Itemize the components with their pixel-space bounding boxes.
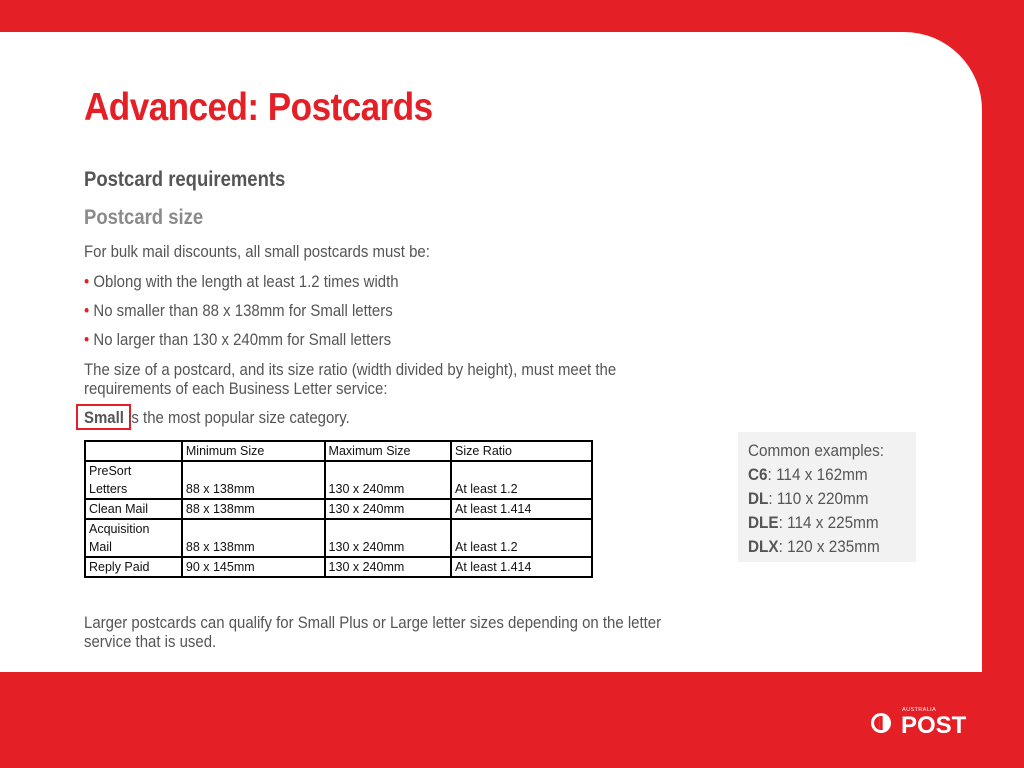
small-category-rest: is the most popular size category.: [123, 408, 350, 427]
size-ratio-cell: At least 1.2: [451, 461, 592, 499]
footer-note-line2: service that is used.: [84, 632, 217, 651]
small-category-text: [84, 408, 350, 427]
bullet-dot: •: [84, 330, 90, 349]
postcard-size-table: [84, 440, 593, 578]
common-examples-box: [738, 432, 916, 562]
australia-post-logo: [870, 704, 974, 738]
min-size-cell: 88 x 138mm: [182, 519, 325, 557]
size-ratio-cell: At least 1.414: [451, 499, 592, 519]
table-header-cell: Minimum Size: [182, 441, 325, 461]
service-name-cell: [85, 461, 182, 499]
service-name-line: Letters: [89, 482, 128, 496]
example-code: DL: [748, 489, 769, 508]
min-size-cell: 90 x 145mm: [182, 557, 325, 577]
australia-post-p-icon: [871, 713, 891, 733]
footer-note-line1: Larger postcards can qualify for Small Plus or Large letter sizes depending on the letter: [84, 613, 662, 632]
service-name-cell: [85, 519, 182, 557]
min-size-cell: 88 x 138mm: [182, 499, 325, 519]
example-item: [748, 537, 880, 557]
service-name-line: Mail: [89, 540, 112, 554]
size-paragraph-line1: The size of a postcard, and its size ratio (width divided by height), must meet the: [84, 360, 617, 379]
subsection-heading: Postcard size: [84, 206, 204, 229]
service-name-cell: Clean Mail: [85, 499, 182, 519]
intro-text: For bulk mail discounts, all small postcards must be:: [84, 242, 430, 261]
max-size-cell: 130 x 240mm: [325, 519, 451, 557]
bullet-item: [84, 301, 393, 320]
example-size: : 120 x 235mm: [778, 537, 880, 556]
example-code: DLE: [748, 513, 779, 532]
example-code: C6: [748, 465, 768, 484]
example-item: [748, 465, 868, 485]
table-header-row: [85, 441, 592, 461]
example-size: : 114 x 225mm: [778, 513, 879, 532]
bullet-text: No smaller than 88 x 138mm for Small letters: [93, 301, 393, 320]
table-header-cell: Maximum Size: [325, 441, 451, 461]
max-size-cell: 130 x 240mm: [325, 557, 451, 577]
small-keyword: Small: [84, 408, 124, 427]
slide-title: Advanced: Postcards: [84, 86, 433, 129]
bullet-dot: •: [84, 272, 90, 291]
service-name-line: PreSort: [89, 464, 132, 478]
table-row: [85, 519, 592, 557]
example-item: [748, 513, 879, 533]
example-size: : 114 x 162mm: [767, 465, 868, 484]
max-size-cell: 130 x 240mm: [325, 499, 451, 519]
table-header-cell: Size Ratio: [451, 441, 592, 461]
service-name-cell: Reply Paid: [85, 557, 182, 577]
logo-small-text: AUSTRALIA: [902, 707, 937, 713]
example-item: [748, 489, 868, 509]
max-size-cell: 130 x 240mm: [325, 461, 451, 499]
service-name-line: Acquisition: [89, 522, 150, 536]
table-row: [85, 557, 592, 577]
example-code: DLX: [748, 537, 779, 556]
bullet-dot: •: [84, 301, 90, 320]
examples-heading: Common examples:: [748, 441, 885, 460]
size-ratio-cell: At least 1.414: [451, 557, 592, 577]
bullet-item: [84, 272, 399, 291]
size-paragraph-line2: requirements of each Business Letter service:: [84, 379, 388, 398]
table-row: [85, 499, 592, 519]
example-size: : 110 x 220mm: [768, 489, 869, 508]
min-size-cell: 88 x 138mm: [182, 461, 325, 499]
section-heading: Postcard requirements: [84, 168, 286, 191]
bullet-text: Oblong with the length at least 1.2 times width: [93, 272, 399, 291]
bullet-text: No larger than 130 x 240mm for Small letters: [93, 330, 392, 349]
bullet-item: [84, 330, 391, 349]
table-row: [85, 461, 592, 499]
size-ratio-cell: At least 1.2: [451, 519, 592, 557]
logo-word: POST: [901, 712, 967, 738]
table-header-cell: [85, 441, 182, 461]
